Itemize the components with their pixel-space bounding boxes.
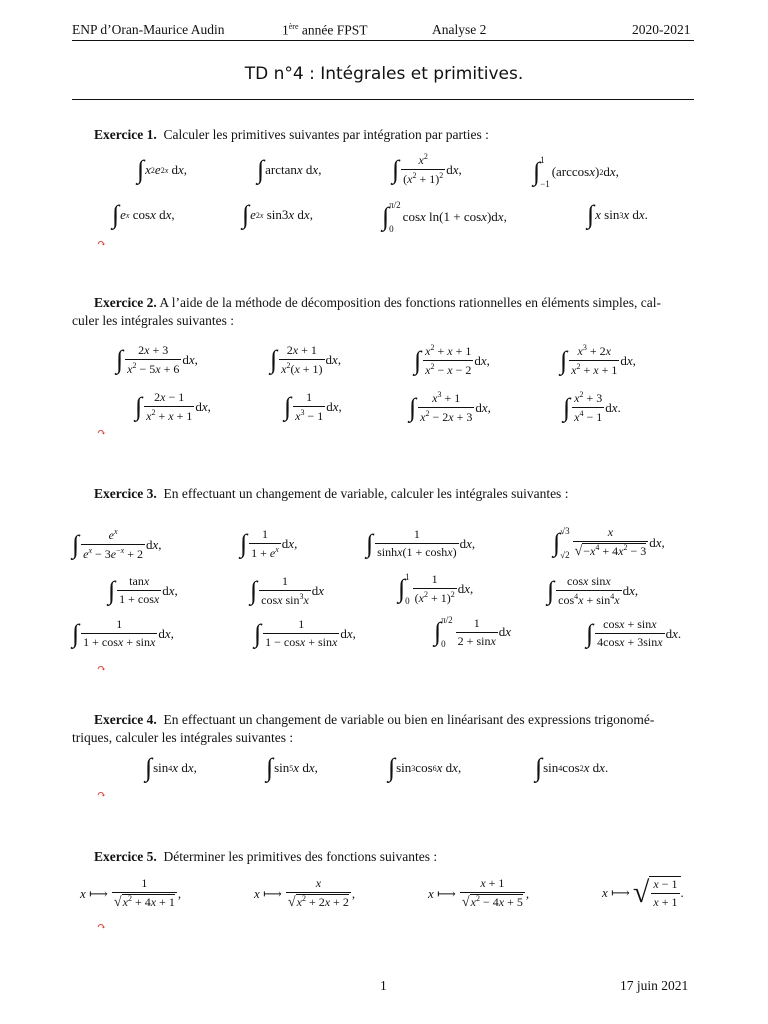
header-school: ENP d’Oran-Maurice Audin — [72, 22, 225, 37]
header-rule — [72, 40, 694, 41]
exercise-4-statement: Exercice 4. En effectuant un changement de variable ou bien en linéarisant des expressions trigonomé- triques, calculer les intégrales suivantes : — [72, 712, 655, 745]
margin-marker-icon: ↷ — [97, 921, 107, 933]
ex2-formula-2: ∫ $\frac{2x + 1}{x^2(x + 1)}$ d x , — [270, 343, 342, 376]
ex3-formula-8: ∫ $\frac{\text{cosx sinx}}{\cos^4x + \sin^4x}$ d x , — [547, 574, 639, 607]
ex3-formula-7: ∫ 1 0 $\frac{1}{(x^2 + 1)^2}$ d x , — [398, 572, 474, 606]
exercise-1-statement: Exercice 1. Calculer les primitives suivantes par intégration par parties : — [94, 127, 489, 142]
ex3-formula-4: ∫ √3 √2 $\frac{x}{√-x^4 + 4x^2 - 3}$ d x , — [553, 525, 665, 560]
ex4-formula-4: ∫ sin 4 cos 2 x d x . — [535, 753, 609, 782]
page-title: TD n°4 : Intégrales et primitives. — [244, 64, 524, 84]
ex2-formula-6: ∫ $\frac{1}{x^3 - 1}$ d x , — [284, 390, 342, 423]
ex2-formula-4: ∫ $\frac{x^3 + 2x}{x^2 + x + 1}$ d x , — [560, 343, 636, 377]
footer-date: 17 juin 2021 — [620, 978, 689, 993]
ex3-formula-1: ∫ $\frac{e^x}{e^x - 3e^{-x} + 2}$ d x , — [72, 527, 162, 561]
header-session: 2020-2021 — [632, 22, 691, 37]
ex5-formula-2: x ⟼ $\frac{x}{√x^2 + 2x + 2}$ , — [254, 876, 356, 910]
ex1-formula-2: ∫ arctan x d x , — [257, 155, 322, 184]
ex3-formula-6: ∫ $\frac{1}{\cos x \sin^3x}$ d x — [250, 574, 325, 607]
ex1-formula-7: ∫ π/2 0 cos x ln(1 + cos x )d x , — [382, 200, 507, 234]
header-year: 1ère année FPST — [282, 22, 368, 38]
ex4-formula-2: ∫ sin 5 x d x , — [266, 753, 318, 782]
header-course: Analyse 2 — [432, 22, 487, 37]
ex2-formula-8: ∫ $\frac{x^2 + 3}{x^4 - 1}$ d x . — [563, 390, 621, 424]
margin-marker-icon: ↷ — [97, 789, 107, 801]
ex3-formula-9: ∫ $\frac{1}{1 + \cos x + \sin x}$ d x , — [72, 617, 174, 649]
ex5-formula-1: x ⟼ $\frac{1}{√x^2 + 4x + 1}$ , — [80, 876, 182, 910]
exercise-3-statement: Exercice 3. En effectuant un changement de variable, calculer les intégrales suivantes : — [94, 486, 569, 501]
exercise-5-statement: Exercice 5. Déterminer les primitives des fonctions suivantes : — [94, 849, 438, 864]
margin-marker-icon: ↷ — [97, 663, 107, 675]
ex3-formula-10: ∫ $\frac{1}{1 - \cos x + \sin x}$ d x , — [254, 617, 356, 649]
ex1-formula-5: ∫ e x cos x d x , — [112, 200, 175, 229]
title-rule — [72, 99, 694, 100]
ex2-formula-7: ∫ $\frac{x^3 + 1}{x^2 - 2x + 3}$ d x , — [409, 390, 491, 424]
ex3-formula-2: ∫ $\frac{1}{1 + e^x}$ d x , — [240, 527, 298, 560]
ex2-formula-1: ∫ $\frac{2x + 3}{x^2 - 5x + 6}$ d x , — [116, 343, 198, 376]
ex1-formula-8: ∫ x sin 3 x d x . — [587, 200, 648, 229]
ex5-formula-3: x ⟼ $\frac{x + 1}{√x^2 - 4x + 5}$ , — [428, 876, 530, 910]
ex4-formula-1: ∫ sin 4 x d x , — [145, 753, 197, 782]
exercise-2-statement: Exercice 2. A l’aide de la méthode de décomposition des fonctions rationnelles en éléments simples, cal- culer les intégrales suivantes : — [72, 295, 661, 328]
margin-marker-icon: ↷ — [97, 427, 107, 439]
margin-marker-icon: ↷ — [97, 238, 107, 250]
ex3-formula-12: ∫ $\frac{\cos x + \sin x}{4\cos x + 3\sin x}$ d x . — [586, 617, 682, 649]
page-number: 1 — [380, 978, 387, 993]
ex4-formula-3: ∫ sin 3 cos 6 x d x , — [388, 753, 462, 782]
ex1-formula-6: ∫ e 2x sin3 x d x , — [242, 200, 313, 229]
ex5-formula-4: x ⟼ √ $\frac{x - 1}{x + 1}$ . — [602, 876, 684, 909]
ex3-formula-11: ∫ π/2 0 $\frac{1}{2 + \sin x}$ d x — [434, 615, 512, 649]
ex3-formula-5: ∫ $\frac{\tan x}{1 + \cos x}$ d x , — [108, 574, 178, 606]
ex1-formula-1: ∫ x 2 e 2x d x , — [137, 155, 188, 184]
ex1-formula-4: ∫ 1 −1 (arccos x ) 2 d x , — [533, 155, 619, 189]
ex2-formula-3: ∫ $\frac{x^2 + x + 1}{x^2 - x - 2}$ d x , — [414, 343, 490, 377]
ex1-formula-3: ∫ $\frac{x^2}{(x^2 + 1)^2}$ d x , — [392, 152, 462, 186]
ex2-formula-5: ∫ $\frac{2x - 1}{x^2 + x + 1}$ d x , — [135, 390, 211, 423]
ex3-formula-3: ∫ $\frac{1}{\sinh x(1 + \cosh x)}$ d x , — [366, 527, 476, 559]
